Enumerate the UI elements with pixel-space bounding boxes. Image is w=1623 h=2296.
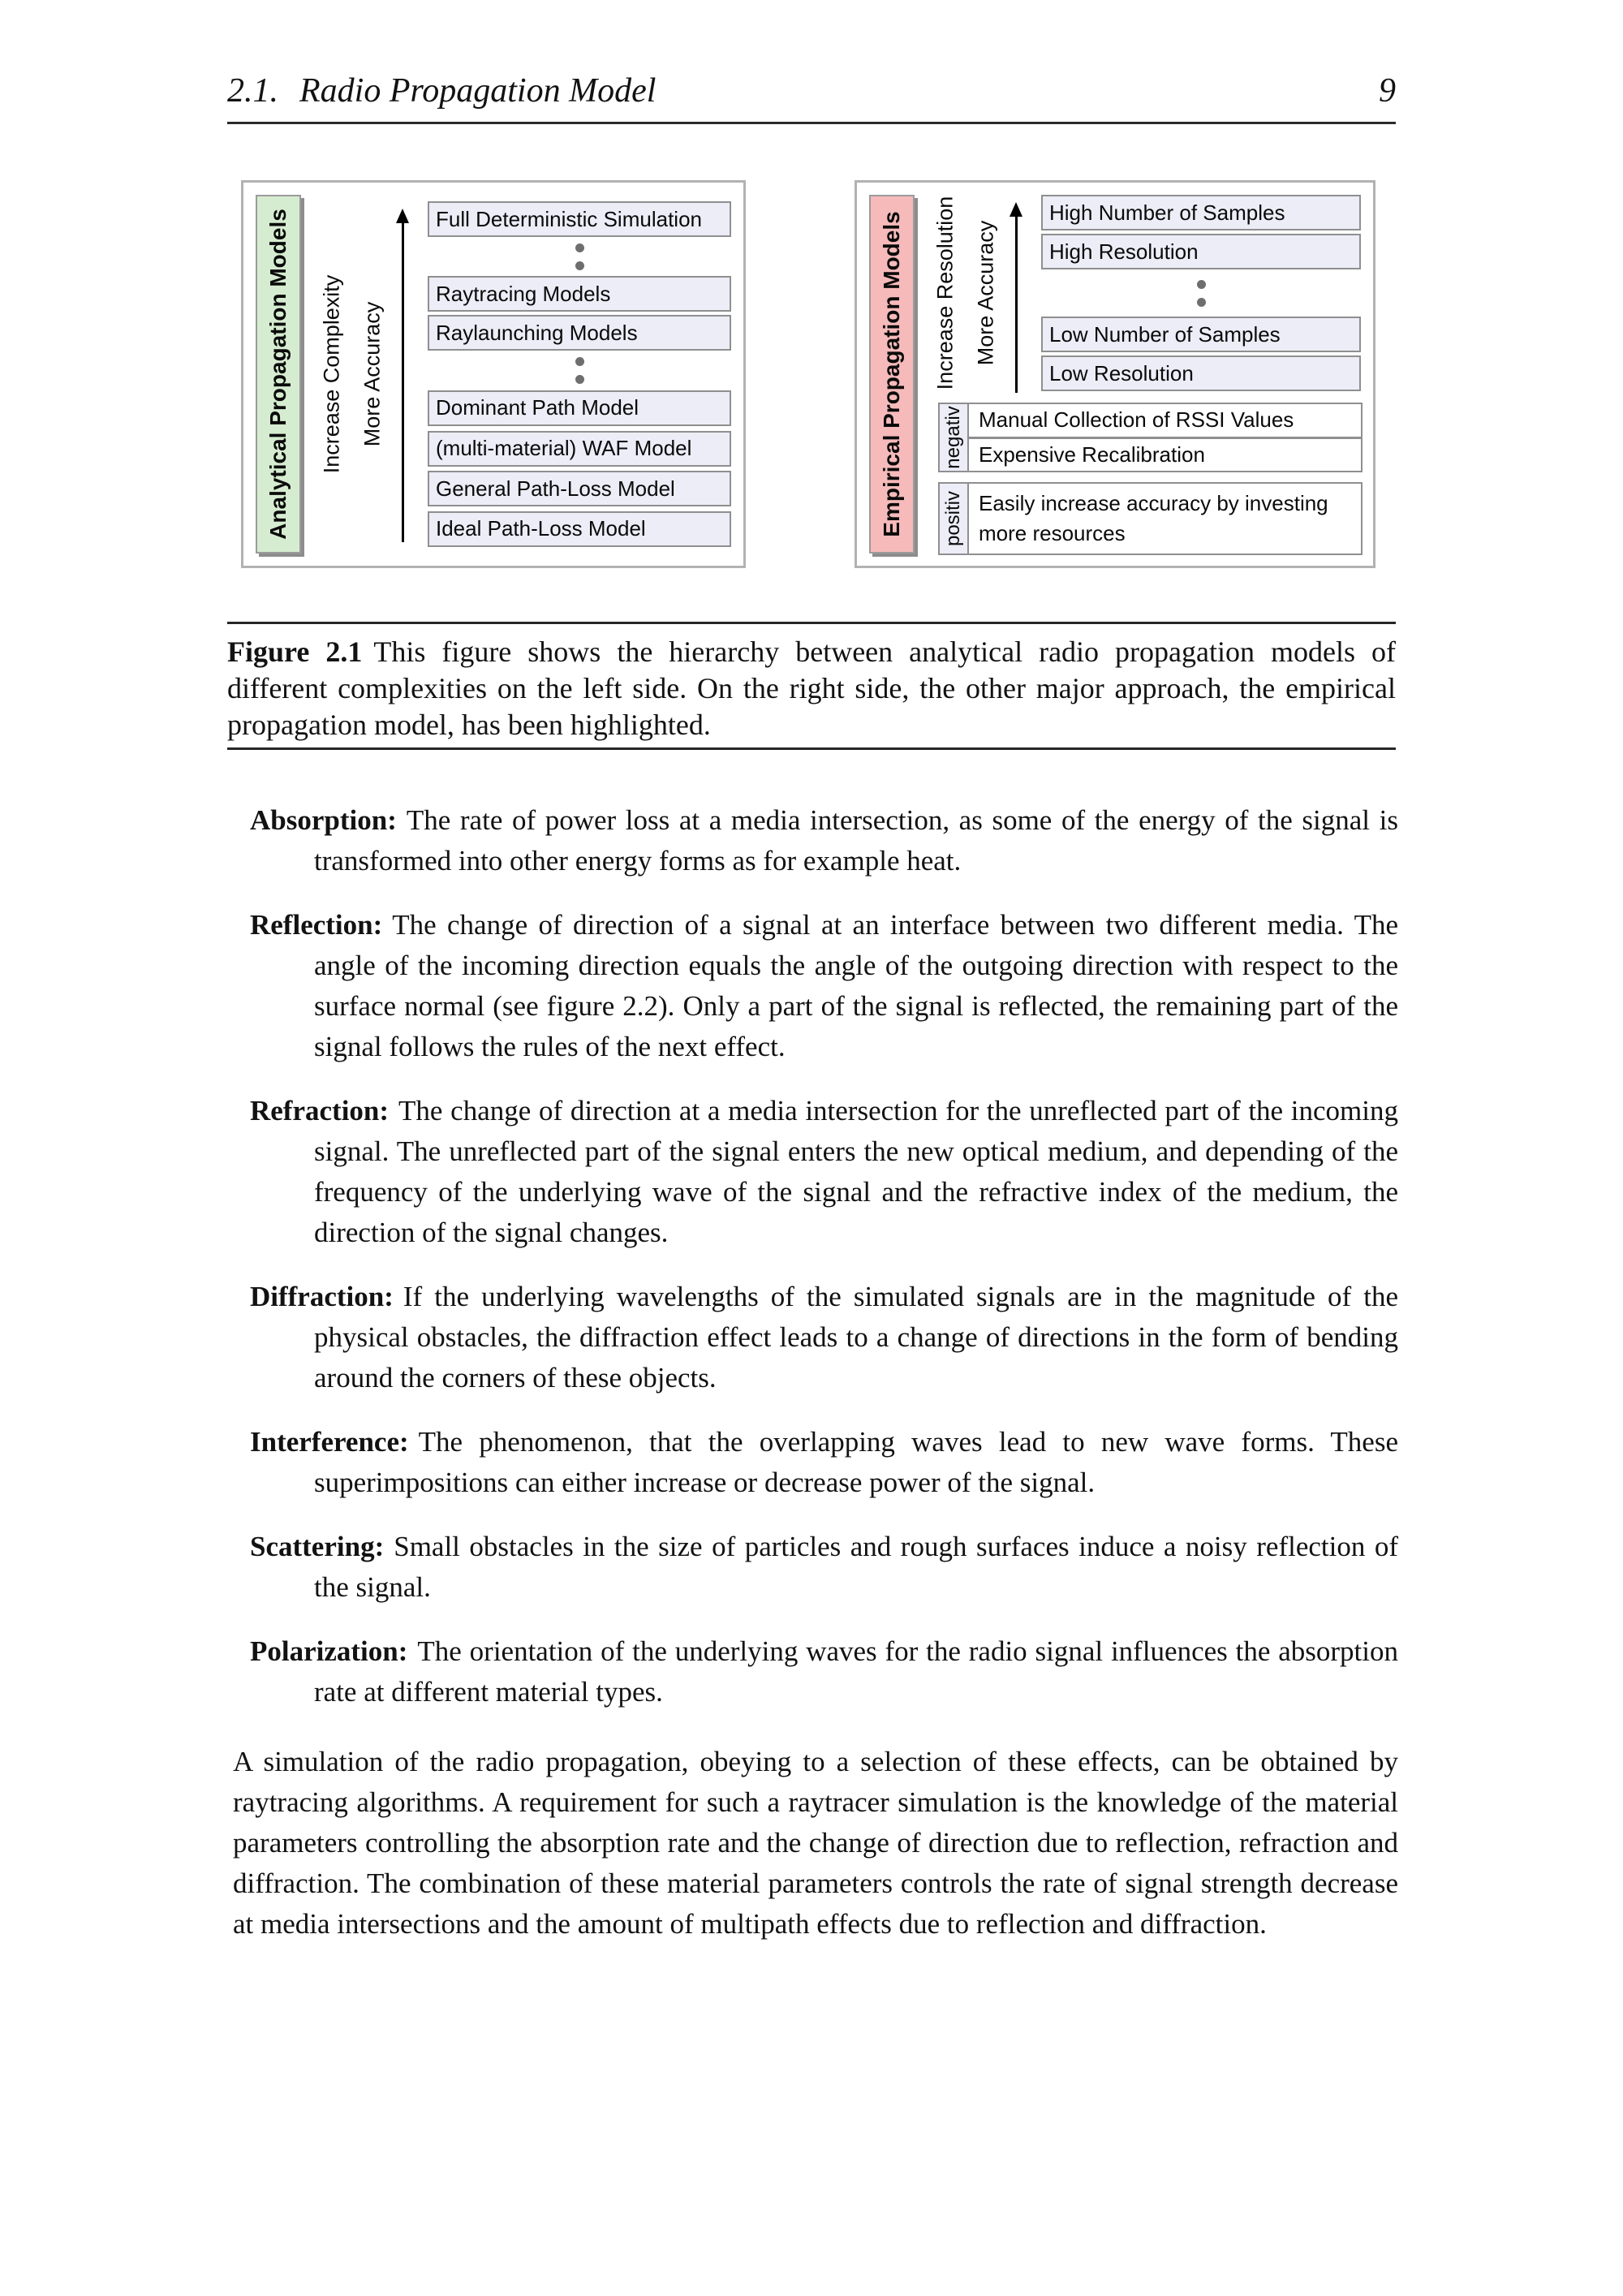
model-box-pair <box>1041 195 1361 269</box>
definition-description: The change of direction at a media intersection for the unreflected part of the incoming signal. The unreflected part of the signal enters the new optical medium, and depending of the frequency of the underlying wave of the signal and the refractive index of the medium, the direction of the signal changes. <box>314 1095 1398 1248</box>
model-box: (multi-material) WAF Model <box>428 431 731 467</box>
definition-term: Scattering: <box>250 1531 385 1562</box>
definition-term: Interference: <box>250 1426 409 1458</box>
positive-item: Easily increase accuracy by investing more resources <box>979 491 1328 545</box>
model-box-pair <box>1041 317 1361 391</box>
axis-label-more-accuracy: More Accuracy <box>359 301 385 447</box>
negative-item: Expensive Recalibration <box>969 437 1361 471</box>
negative-items-box <box>967 403 1363 472</box>
analytical-axis <box>304 193 426 555</box>
body-text <box>233 800 1398 1973</box>
analytical-side-label <box>256 195 301 554</box>
caption-rule-bottom <box>227 747 1396 750</box>
empirical-top-section <box>918 193 1363 393</box>
section-title: Radio Propagation Model <box>299 72 657 110</box>
negative-item: Manual Collection of RSSI Values <box>979 407 1294 433</box>
definition-polarization <box>250 1631 1398 1712</box>
definition-description: The orientation of the underlying waves for the radio signal influences the absorption rate at different material types. <box>314 1635 1398 1708</box>
model-box: Ideal Path-Loss Model <box>428 511 731 547</box>
definition-description: The rate of power loss at a media intersection, as some of the energy of the signal is transformed into other energy forms as for example heat. <box>314 804 1398 877</box>
model-box: High Resolution <box>1041 234 1361 269</box>
header-rule <box>227 122 1396 124</box>
definition-reflection <box>250 905 1398 1067</box>
axis-label-more-accuracy: More Accuracy <box>973 220 998 366</box>
definition-term: Absorption: <box>250 804 397 836</box>
vertical-ellipsis-icon <box>428 355 731 386</box>
positive-aspects-group <box>938 482 1363 555</box>
definition-term: Diffraction: <box>250 1281 394 1312</box>
figure-panel-empirical <box>855 180 1375 568</box>
page-header <box>227 71 1396 110</box>
figure-caption <box>227 634 1396 743</box>
model-box: General Path-Loss Model <box>428 471 731 506</box>
negative-label <box>938 403 967 472</box>
section-number: 2.1. <box>227 72 278 110</box>
model-box: Dominant Path Model <box>428 390 731 426</box>
up-arrow-icon <box>1015 214 1018 393</box>
up-arrow-icon <box>402 221 404 542</box>
model-box: Low Number of Samples <box>1041 317 1361 352</box>
caption-text: This figure shows the hierarchy between analytical radio propagation models of different complexities on the left side. On the right side, the other major approach, the empirical propagation model, has been highlighted. <box>227 635 1396 741</box>
model-box: High Number of Samples <box>1041 195 1361 230</box>
empirical-side-label-text: Empirical Propagation Models <box>879 211 904 537</box>
definition-description: Small obstacles in the size of particles and rough surfaces induce a noisy reflection of the signal. <box>314 1531 1398 1603</box>
section-heading <box>227 71 656 110</box>
definition-diffraction <box>250 1277 1398 1398</box>
definition-description: If the underlying wavelengths of the simulated signals are in the magnitude of the physical obstacles, the diffraction effect leads to a change of directions in the form of bending around the corners of these objects. <box>314 1281 1398 1394</box>
positive-label-text: positiv <box>942 490 964 547</box>
negative-aspects-group <box>938 403 1363 472</box>
definition-refraction <box>250 1091 1398 1253</box>
model-box: Raylaunching Models <box>428 315 731 351</box>
definition-interference <box>250 1422 1398 1503</box>
figure-panel-analytical <box>241 180 746 568</box>
closing-paragraph: A simulation of the radio propagation, obeying to a selection of these effects, can be obtained by raytracing algorithms. A requirement for such a raytracer simulation is the knowledge of the material parameters controlling the absorption rate and the change of direction due to reflection, refraction and diffraction. The combination of these material parameters controls the rate of signal strength decrease at media intersections and the amount of multipath effects due to reflection and diffraction. <box>233 1746 1398 1940</box>
analytical-side-label-text: Analytical Propagation Models <box>265 209 291 540</box>
vertical-ellipsis-icon <box>1041 278 1361 308</box>
caption-label: Figure 2.1 <box>227 635 363 668</box>
model-box: Low Resolution <box>1041 355 1361 391</box>
vertical-ellipsis-icon <box>428 242 731 272</box>
definition-scattering <box>250 1527 1398 1608</box>
model-box: Full Deterministic Simulation <box>428 201 731 237</box>
definition-absorption <box>250 800 1398 881</box>
empirical-content <box>918 193 1363 555</box>
analytical-model-stack <box>426 193 733 555</box>
empirical-side-label <box>869 195 915 554</box>
definition-description: The phenomenon, that the overlapping waves lead to new wave forms. These superimpositions can either increase or decrease power of the signal. <box>314 1426 1398 1498</box>
caption-rule-top <box>227 622 1396 624</box>
definition-description: The change of direction of a signal at an interface between two different media. The angle of the incoming direction equals the angle of the outgoing direction with respect to the surface normal (see figure 2.2). Only a part of the signal is reflected, the remaining part of the signal follows the rules of the next effect. <box>314 909 1398 1062</box>
definition-term: Refraction: <box>250 1095 390 1126</box>
definition-term: Reflection: <box>250 909 383 941</box>
model-box-pair <box>428 276 731 351</box>
empirical-model-stack <box>1040 193 1363 393</box>
positive-items-box <box>967 482 1363 555</box>
negative-label-text: negativ <box>942 406 964 469</box>
model-box: Raytracing Models <box>428 276 731 312</box>
empirical-axis <box>918 193 1040 393</box>
positive-label <box>938 482 967 555</box>
definition-term: Polarization: <box>250 1635 408 1667</box>
page-number: 9 <box>1379 72 1396 110</box>
axis-label-increase-resolution: Increase Resolution <box>932 196 958 390</box>
axis-label-increase-complexity: Increase Complexity <box>319 274 344 474</box>
